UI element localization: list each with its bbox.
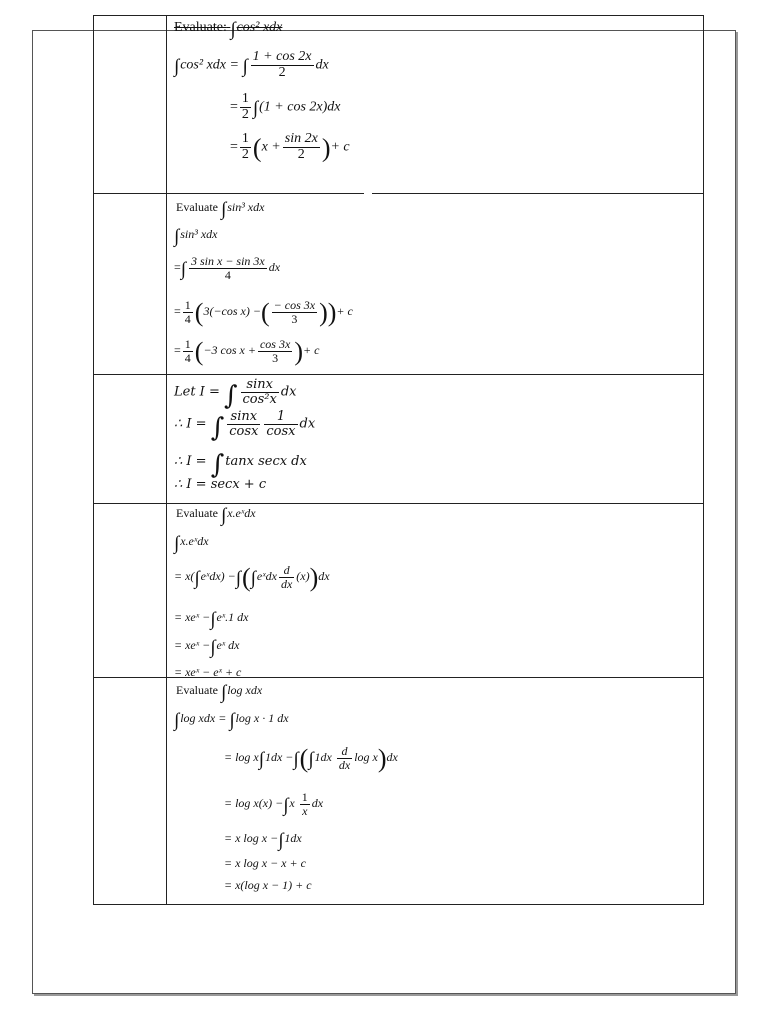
expression: tanx secx dx [225,454,307,469]
expression: dx [299,416,316,432]
step-line: = $\frac{1}{4}$ (−3 cos x + $\frac{\cos 3x}{3}$ )+ c [174,336,320,366]
fraction: $\frac{1}{4}$ [184,298,191,326]
heading-line [176,683,262,702]
fraction: $\frac{1}{4}$ [184,337,191,365]
expression: dx [311,795,324,810]
fraction: $\frac{1}{\cos x}$ [266,409,296,439]
expression: = [230,99,238,115]
expression: = xeˣ − eˣ + c [174,665,242,679]
integral-sign: ∫ [174,56,180,78]
expression: eˣ dx [216,638,240,652]
integral-sign: ∫ [210,412,225,443]
integral-sign: ∫ [293,748,299,770]
expression: eˣdx) − [200,568,236,583]
step-line [174,711,289,730]
expression: dx [315,57,329,73]
step-line [174,410,315,441]
expression: ∴ I = secx + c [174,477,267,492]
heading-integrand: x.eˣdx [227,506,256,520]
integral-sign: ∫ [278,830,284,851]
step-line: = x(∫eˣdx) −∫(∫eˣdx $\frac{d}{dx}$ (x))dx [174,562,330,592]
heading-integrand: sin³ xdx [227,200,265,214]
expression: = log x [224,749,259,764]
expression: = x log x − x + c [224,856,306,870]
step-line [230,92,341,122]
fraction: $\frac{\text{3 sin x − sin 3x}}{4}$ [191,254,265,282]
integral-sign: ∫ [223,380,238,411]
integral-sign: ∫ [210,637,216,658]
expression: 1dx − [264,749,294,764]
expression: dx [386,749,398,764]
heading-line [174,20,282,39]
integral-sign: ∫ [229,710,235,731]
step-line [174,478,266,491]
expression: = x(log x − 1) + c [224,878,312,892]
expression: log x · 1 dx [235,711,289,725]
heading-label: Evaluate [176,200,218,214]
expression: sin³ xdx [180,227,218,241]
expression: dx [318,568,330,583]
integral-sign: ∫ [235,567,241,589]
expression: + c [302,342,320,357]
expression: = [174,342,181,357]
integral-sign: ∫ [283,794,289,816]
expression: log x [354,749,378,764]
integral-sign: ∫ [194,567,200,589]
integral-sign: ∫ [308,748,314,770]
expression: + c [330,139,350,155]
fraction: $\frac{1}{x}$ [301,790,308,818]
row-divider [94,374,703,375]
expression: cos² xdx = [180,57,239,73]
expression: log xdx = [180,711,227,725]
integral-sign: ∫ [258,748,264,770]
heading-integrand: log xdx [227,683,263,697]
column-divider [166,16,167,904]
fraction: $\frac{1 + \cos 2x}{2}$ [252,49,312,80]
integral-sign: ∫ [180,258,186,280]
fraction: $\frac{- \cos 3x}{3}$ [273,298,316,326]
step-line: = log x∫1dx −∫(∫1dx $\frac{d}{dx}$ log x)dx [224,743,398,773]
heading-integrand: cos² xdx [236,20,283,35]
step-line [224,857,306,869]
step-line: = $\frac{1}{2}$ (x + $\frac{\sin 2x}{2}$ )+ c [230,131,350,163]
expression: x [289,795,295,810]
integral-sign: ∫ [252,98,259,120]
expression: = x( [174,568,195,583]
fraction: $\frac{1}{2}$ [241,91,249,122]
step-line [174,227,217,246]
step-line [174,638,240,657]
heading-label: Evaluate: [174,20,227,35]
expression: Let I = [174,384,220,400]
expression: dx [280,384,297,400]
step-line [224,831,302,850]
expression: x + [261,139,281,155]
expression: −3 cos x + [203,342,256,357]
expression: (1 + cos 2x)dx [259,99,341,115]
expression: ∴ I = [174,416,207,432]
fraction: $\frac{\sin x}{\cos x}$ [229,409,259,439]
expression: x.eˣdx [180,534,209,548]
integral-sign: ∫ [230,19,236,40]
expression: 1dx [284,831,302,845]
expression: + c [336,303,353,318]
expression: = xeˣ − [174,610,211,624]
integral-sign: ∫ [220,199,227,220]
fraction: $\frac{d}{dx}$ [338,744,351,772]
row-divider [94,193,703,194]
expression: eˣdx [256,568,277,583]
fraction: $\frac{d}{dx}$ [280,563,293,591]
integral-sign: ∫ [220,505,227,526]
step-line: = $\frac{1}{4}$ (3(−cos x) −( $\frac{- \cos 3x}{3}$ ))+ c [174,297,353,327]
fraction: $\frac{1}{2}$ [241,131,249,162]
expression: = log x(x) − [224,795,284,810]
expression: eˣ.1 dx [216,610,249,624]
integral-sign: ∫ [210,609,216,630]
heading-label: Evaluate [176,506,218,520]
step-line [174,378,297,409]
fraction: $\frac{\sin 2x}{2}$ [284,131,318,162]
step-line [174,666,241,678]
step-line [174,255,280,281]
integral-sign: ∫ [250,567,256,589]
integral-sign: ∫ [220,682,227,703]
divider-gap [269,16,364,19]
expression: 1dx [314,749,332,764]
expression: 3(−cos x) − [203,303,261,318]
fraction: $\frac{\cos 3x}{3}$ [259,337,291,365]
expression: = x log x − [224,831,279,845]
step-line [174,610,249,629]
expression: = xeˣ − [174,638,211,652]
solutions-table [93,15,704,905]
heading-label: Evaluate [176,683,218,697]
expression: = [174,259,181,274]
expression: (x) [296,568,310,583]
step-line [174,534,209,553]
heading-line [176,200,264,219]
step-line [174,50,329,80]
fraction: $\frac{\sin x}{\text{cos²x}}$ [242,377,277,407]
integral-sign: ∫ [174,533,180,554]
integral-sign: ∫ [174,226,180,247]
heading-line [176,506,256,525]
integral-sign: ∫ [210,450,225,480]
step-line [224,791,323,817]
expression: = [174,303,181,318]
expression: dx [268,259,281,274]
step-line [224,879,312,891]
integral-sign: ∫ [242,56,248,78]
expression: ∴ I = [174,454,207,469]
row-divider [94,503,703,504]
expression: = [230,139,238,155]
integral-sign: ∫ [174,710,180,731]
divider-gap [364,192,372,195]
step-line [174,452,307,478]
